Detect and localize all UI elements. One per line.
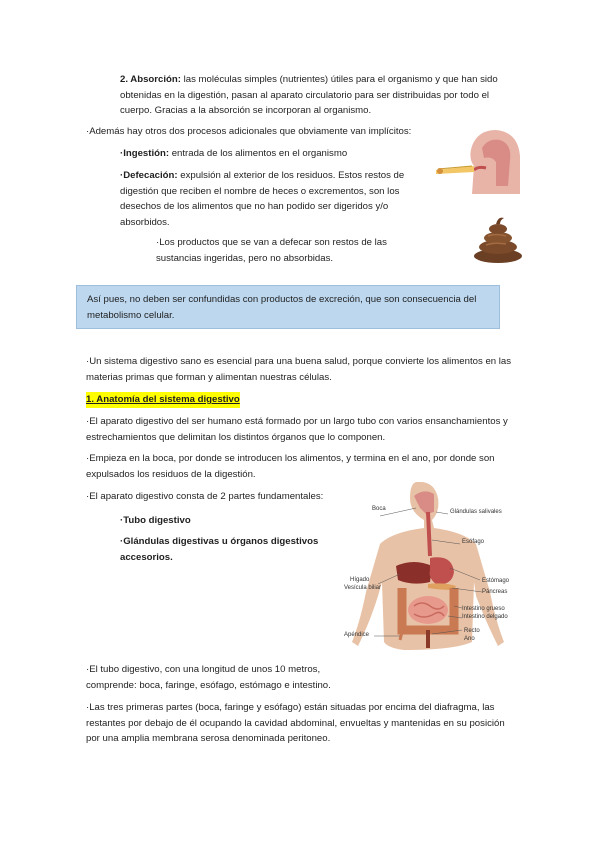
absorcion-text: las moléculas simples (nutrientes) útiles para el organismo y que han sido obtenidas en la digestión, pasan al aparato circulatorio para ser distribuidas por todo el cuerpo. Gracias a la absorción se incorporan al organismo. bbox=[120, 74, 498, 116]
diagram-label-pancreas: Páncreas bbox=[482, 589, 508, 595]
diagram-label-higado: Hígado bbox=[350, 577, 370, 583]
diagram-label-ano: Ano bbox=[464, 636, 475, 642]
consta-paragraph: ·El aparato digestivo consta de 2 partes fundamentales: bbox=[86, 491, 324, 502]
intro-otros-paragraph: ·Además hay otros dos procesos adicionales que obviamente van implícitos: bbox=[86, 126, 412, 137]
diagram-label-recto: Recto bbox=[464, 628, 480, 634]
defecacion-paragraph bbox=[120, 168, 420, 230]
diagram-label-vesicula: Vesícula biliar bbox=[344, 585, 382, 591]
absorcion-paragraph bbox=[120, 72, 515, 119]
diagram-label-int-grueso: Intestino grueso bbox=[462, 606, 505, 612]
ingestion-text: entrada de los alimentos en el organismo bbox=[169, 148, 348, 159]
diagram-label-glandulas: Glándulas salivales bbox=[450, 509, 502, 515]
parte-glandulas: ·Glándulas digestivas u órganos digestivos accesorios. bbox=[120, 536, 319, 563]
sistema-sano-paragraph: ·Un sistema digestivo sano es esencial para una buena salud, porque convierte los alimentos en las materias primas que forman y alimentan nuestras células. bbox=[86, 356, 512, 383]
diagram-label-int-delgado: Intestino delgado bbox=[462, 614, 508, 620]
ingestion-illustration bbox=[434, 126, 524, 196]
callout-text: Así pues, no deben ser confundidas con productos de excreción, que son consecuencia del metabolismo celular. bbox=[87, 294, 477, 321]
empieza-paragraph: ·Empieza en la boca, por donde se introducen los alimentos, y termina en el ano, por donde son expulsados los residuos de la digestión. bbox=[86, 453, 495, 480]
tubo-largo-paragraph: ·El aparato digestivo del ser humano está formado por un largo tubo con varios ensanchamientos y estrechamientos que delimitan los distintos órganos que lo componen. bbox=[86, 416, 508, 443]
section-heading: 1. Anatomía del sistema digestivo bbox=[86, 392, 240, 408]
ingestion-paragraph bbox=[120, 146, 420, 162]
diagram-label-estomago: Estómago bbox=[482, 578, 510, 584]
callout-box bbox=[76, 285, 500, 329]
defecacion-text: expulsión al exterior de los residuos. Estos restos de digestión que reciben el nombre de heces o excrementos, son los desechos de los alimentos que no han podido ser digeridos y/o absorbidos. bbox=[120, 170, 405, 228]
defecacion-label: ·Defecación: bbox=[120, 170, 178, 181]
diagram-label-boca: Boca bbox=[372, 506, 386, 512]
parte-tubo: ·Tubo digestivo bbox=[120, 515, 191, 526]
diagram-label-apendice: Apéndice bbox=[344, 632, 370, 638]
tubo-longitud-paragraph: ·El tubo digestivo, con una longitud de unos 10 metros, comprende: boca, faringe, esófago, estómago e intestino. bbox=[86, 664, 331, 691]
poop-icon bbox=[472, 214, 524, 264]
absorcion-label: 2. Absorción: bbox=[120, 74, 181, 85]
ingestion-label: ·Ingestión: bbox=[120, 148, 170, 159]
tres-partes-paragraph: ·Las tres primeras partes (boca, faringe y esófago) están situadas por encima del diafragma, las restantes por debajo de él ocupando la cavidad abdominal, envueltas y mantenidas en su posición por una amplia membrana serosa denominada peritoneo. bbox=[86, 702, 505, 744]
diagram-label-esofago: Esófago bbox=[462, 539, 485, 545]
productos-paragraph: ·Los productos que se van a defecar son restos de las sustancias ingeridas, pero no absorbidas. bbox=[156, 237, 387, 264]
